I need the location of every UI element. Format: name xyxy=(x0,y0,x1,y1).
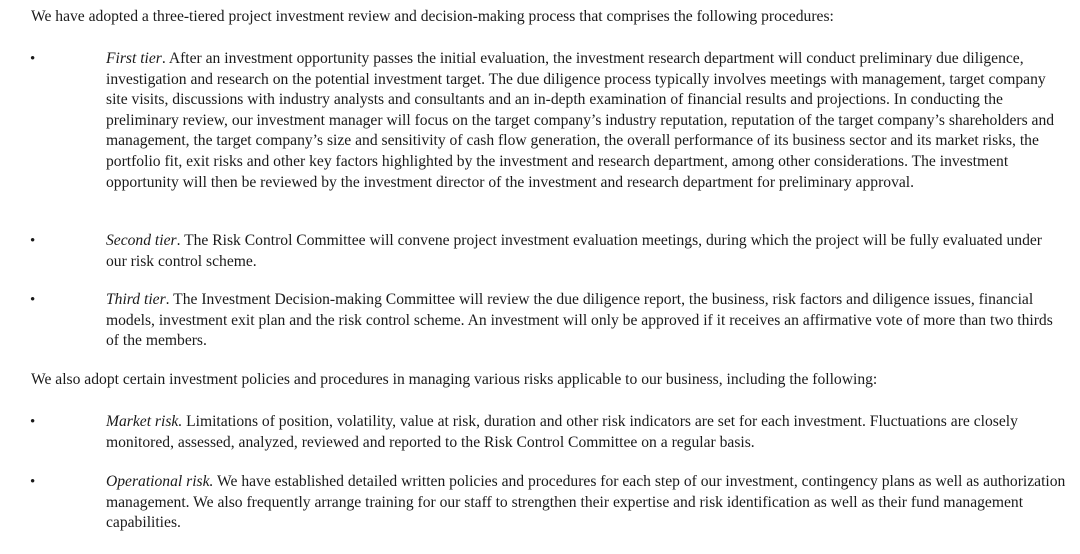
list-item-text xyxy=(106,231,1066,272)
bullet-icon: • xyxy=(30,292,36,308)
list-item-term: Market risk. xyxy=(106,413,183,430)
list-item-body: We have established detailed written policies and procedures for each step of our investment, contingency plans as well as authorization management. We also frequently arrange training for our staff to strengthen their expertise and risk identification as well as their fund management capabilities. xyxy=(106,473,1066,532)
list-item-text xyxy=(106,49,1066,193)
list-item-text xyxy=(106,412,1066,453)
intro-paragraph: We have adopted a three-tiered project investment review and decision-making process that comprises the following procedures: xyxy=(31,8,834,25)
bullet-icon: • xyxy=(30,51,36,67)
list-item-text xyxy=(106,472,1066,534)
bullet-icon: • xyxy=(30,233,36,249)
list-item-term: Third tier xyxy=(106,291,166,308)
policies-intro-paragraph: We also adopt certain investment policies and procedures in managing various risks applicable to our business, including the following: xyxy=(31,371,878,388)
list-item-term: First tier xyxy=(106,50,162,67)
list-item-term: Second tier xyxy=(106,232,177,249)
bullet-icon: • xyxy=(30,474,36,490)
bullet-icon: • xyxy=(30,414,36,430)
list-item-body: Limitations of position, volatility, value at risk, duration and other risk indicators are set for each investment. Fluctuations are closely monitored, assessed, analyzed, reviewed and reported to the Risk Control Committee on a regular basis. xyxy=(106,413,1018,451)
list-item-body: . After an investment opportunity passes the initial evaluation, the investment research department will conduct preliminary due diligence, investigation and research on the potential investment target. The due diligence process typically involves meetings with management, target company site visits, discussions with industry analysts and consultants and an in-depth examination of financial results and projections. In conducting the preliminary review, our investment manager will focus on the target company’s industry reputation, reputation of the target company’s shareholders and management, the target company’s size and sensitivity of cash flow generation, the overall performance of its business sector and its market risks, the portfolio fit, exit risks and other key factors highlighted by the investment and research department, among other considerations. The investment opportunity will then be reviewed by the investment director of the investment and research department for preliminary approval. xyxy=(106,50,1055,191)
list-item-term: Operational risk. xyxy=(106,473,214,490)
list-item-body: . The Risk Control Committee will convene project investment evaluation meetings, during which the project will be fully evaluated under our risk control scheme. xyxy=(106,232,1042,270)
list-item-body: . The Investment Decision-making Committee will review the due diligence report, the business, risk factors and diligence issues, financial models, investment exit plan and the risk control scheme. An investment will only be approved if it receives an affirmative vote of more than two thirds of the members. xyxy=(106,291,1053,350)
list-item-text xyxy=(106,290,1066,352)
